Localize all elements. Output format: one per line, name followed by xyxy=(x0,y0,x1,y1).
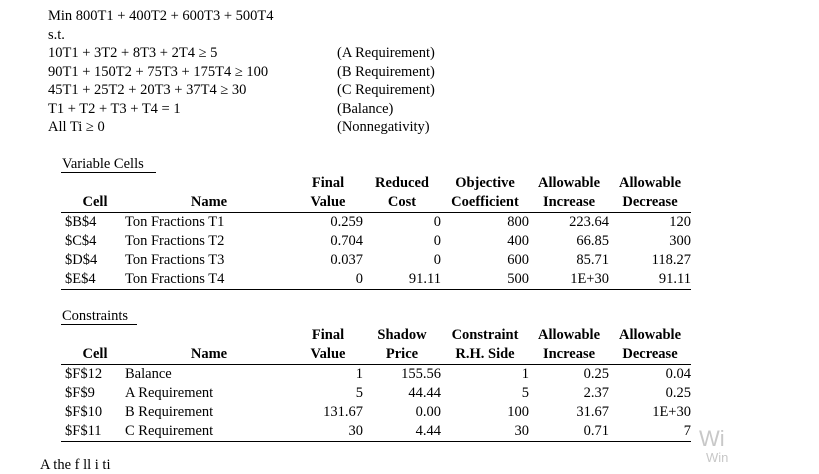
header-objective-1: Objective xyxy=(455,175,515,191)
objective-coefficient: 800 xyxy=(507,214,529,230)
constraint-expr-nonneg: All Ti ≥ 0 xyxy=(48,119,105,135)
header-final-2: Value xyxy=(293,345,363,365)
header-reduced-1: Reduced xyxy=(375,175,429,191)
header-reduced-2: Cost xyxy=(363,193,441,213)
constraints-title-underline xyxy=(61,324,137,325)
shadow-price: 0.00 xyxy=(415,404,441,420)
final-value: 0.037 xyxy=(330,252,363,268)
header-decrease-2: Decrease xyxy=(609,345,691,365)
allowable-decrease: 91.11 xyxy=(609,270,691,290)
constraint-note-balance: (Balance) xyxy=(337,101,394,117)
constraint-expr-c: 45T1 + 25T2 + 20T3 + 37T4 ≥ 30 xyxy=(48,82,247,98)
cell-ref: $F$11 xyxy=(61,422,125,442)
final-value: 0.259 xyxy=(330,214,363,230)
reduced-cost: 0 xyxy=(433,252,441,268)
cell-ref: $D$4 xyxy=(65,252,98,268)
allowable-decrease: 7 xyxy=(609,422,691,442)
constraint-rhs: 5 xyxy=(521,385,529,401)
header-increase-1: Allowable xyxy=(537,327,601,343)
cell-name: Ton Fractions T1 xyxy=(125,214,225,230)
header-shadow-2: Price xyxy=(363,345,441,365)
header-increase-2: Increase xyxy=(529,193,609,213)
constraint-rhs: 30 xyxy=(441,422,529,442)
cell-ref: $F$9 xyxy=(65,385,95,401)
header-decrease-2: Decrease xyxy=(609,193,691,213)
allowable-increase: 1E+30 xyxy=(529,270,609,290)
variable-cells-table xyxy=(61,174,691,290)
objective-function: Min 800T1 + 400T2 + 600T3 + 500T4 xyxy=(48,8,274,24)
final-value: 0.704 xyxy=(330,233,363,249)
cell-name: Ton Fractions T3 xyxy=(125,252,225,268)
allowable-increase: 223.64 xyxy=(569,214,609,230)
table-row xyxy=(61,403,691,422)
header-increase-2: Increase xyxy=(529,345,609,365)
final-value: 5 xyxy=(355,385,363,401)
cell-name: Ton Fractions T2 xyxy=(125,233,225,249)
constraint-expr-a: 10T1 + 3T2 + 8T3 + 2T4 ≥ 5 xyxy=(48,45,218,61)
constraint-rhs: 1 xyxy=(521,366,529,382)
header-name: Name xyxy=(125,345,293,365)
cutoff-text-line: A the f ll i ti xyxy=(40,457,111,473)
header-cell: Cell xyxy=(61,193,125,213)
table-row xyxy=(61,251,691,270)
cell-ref: $F$10 xyxy=(65,404,103,420)
allowable-increase: 31.67 xyxy=(576,404,609,420)
header-increase-1: Allowable xyxy=(537,175,601,191)
cell-name: Ton Fractions T4 xyxy=(125,270,293,290)
constraints-title: Constraints xyxy=(62,308,129,324)
header-cell: Cell xyxy=(61,345,125,365)
cell-ref: $E$4 xyxy=(61,270,125,290)
shadow-price: 44.44 xyxy=(408,385,441,401)
cell-name: B Requirement xyxy=(125,404,214,420)
constraint-expr-b: 90T1 + 150T2 + 75T3 + 175T4 ≥ 100 xyxy=(48,64,269,80)
allowable-increase: 85.71 xyxy=(576,252,609,268)
cell-ref: $B$4 xyxy=(65,214,97,230)
header-name: Name xyxy=(125,193,293,213)
watermark-text-1: Wi xyxy=(699,426,725,451)
constraints-table xyxy=(61,326,691,442)
cell-name: C Requirement xyxy=(125,422,293,442)
header-decrease-1: Allowable xyxy=(618,175,682,191)
allowable-decrease: 0.04 xyxy=(665,366,691,382)
cell-name: Balance xyxy=(125,366,172,382)
final-value: 131.67 xyxy=(323,404,363,420)
header-decrease-1: Allowable xyxy=(618,327,682,343)
objective-coefficient: 500 xyxy=(441,270,529,290)
constraint-expr-balance: T1 + T2 + T3 + T4 = 1 xyxy=(48,101,181,117)
objective-coefficient: 400 xyxy=(507,233,529,249)
subject-to-label: s.t. xyxy=(48,27,65,43)
allowable-increase: 2.37 xyxy=(583,385,609,401)
constraint-note-b: (B Requirement) xyxy=(337,64,435,80)
final-value: 30 xyxy=(293,422,363,442)
shadow-price: 4.44 xyxy=(363,422,441,442)
shadow-price: 155.56 xyxy=(401,366,441,382)
header-final-1: Final xyxy=(311,327,345,343)
constraint-rhs: 100 xyxy=(507,404,529,420)
constraint-note-nonneg: (Nonnegativity) xyxy=(337,119,430,135)
watermark-text-2: Win xyxy=(706,450,729,465)
cell-name: A Requirement xyxy=(125,385,214,401)
header-rhs-1: Constraint xyxy=(451,327,519,343)
header-final-2: Value xyxy=(293,193,363,213)
header-objective-2: Coefficient xyxy=(441,193,529,213)
cell-ref: $C$4 xyxy=(65,233,97,249)
header-final-1: Final xyxy=(311,175,345,191)
constraint-note-a: (A Requirement) xyxy=(337,45,435,61)
cell-ref: $F$12 xyxy=(65,366,103,382)
table-row xyxy=(61,232,691,251)
allowable-increase: 0.71 xyxy=(529,422,609,442)
header-shadow-1: Shadow xyxy=(377,327,427,343)
table-row xyxy=(61,365,691,385)
table-row xyxy=(61,422,691,442)
final-value: 0 xyxy=(293,270,363,290)
reduced-cost: 0 xyxy=(433,214,441,230)
allowable-increase: 66.85 xyxy=(576,233,609,249)
constraint-note-c: (C Requirement) xyxy=(337,82,435,98)
allowable-decrease: 118.27 xyxy=(651,252,691,268)
allowable-decrease: 300 xyxy=(669,233,691,249)
allowable-decrease: 0.25 xyxy=(665,385,691,401)
final-value: 1 xyxy=(355,366,363,382)
header-rhs-2: R.H. Side xyxy=(441,345,529,365)
allowable-decrease: 1E+30 xyxy=(652,404,691,420)
table-row xyxy=(61,270,691,290)
objective-coefficient: 600 xyxy=(507,252,529,268)
table-row xyxy=(61,213,691,233)
reduced-cost: 91.11 xyxy=(363,270,441,290)
table-row xyxy=(61,384,691,403)
reduced-cost: 0 xyxy=(433,233,441,249)
allowable-decrease: 120 xyxy=(669,214,691,230)
variable-cells-title: Variable Cells xyxy=(62,156,144,172)
allowable-increase: 0.25 xyxy=(583,366,609,382)
variable-cells-title-underline xyxy=(61,172,156,173)
